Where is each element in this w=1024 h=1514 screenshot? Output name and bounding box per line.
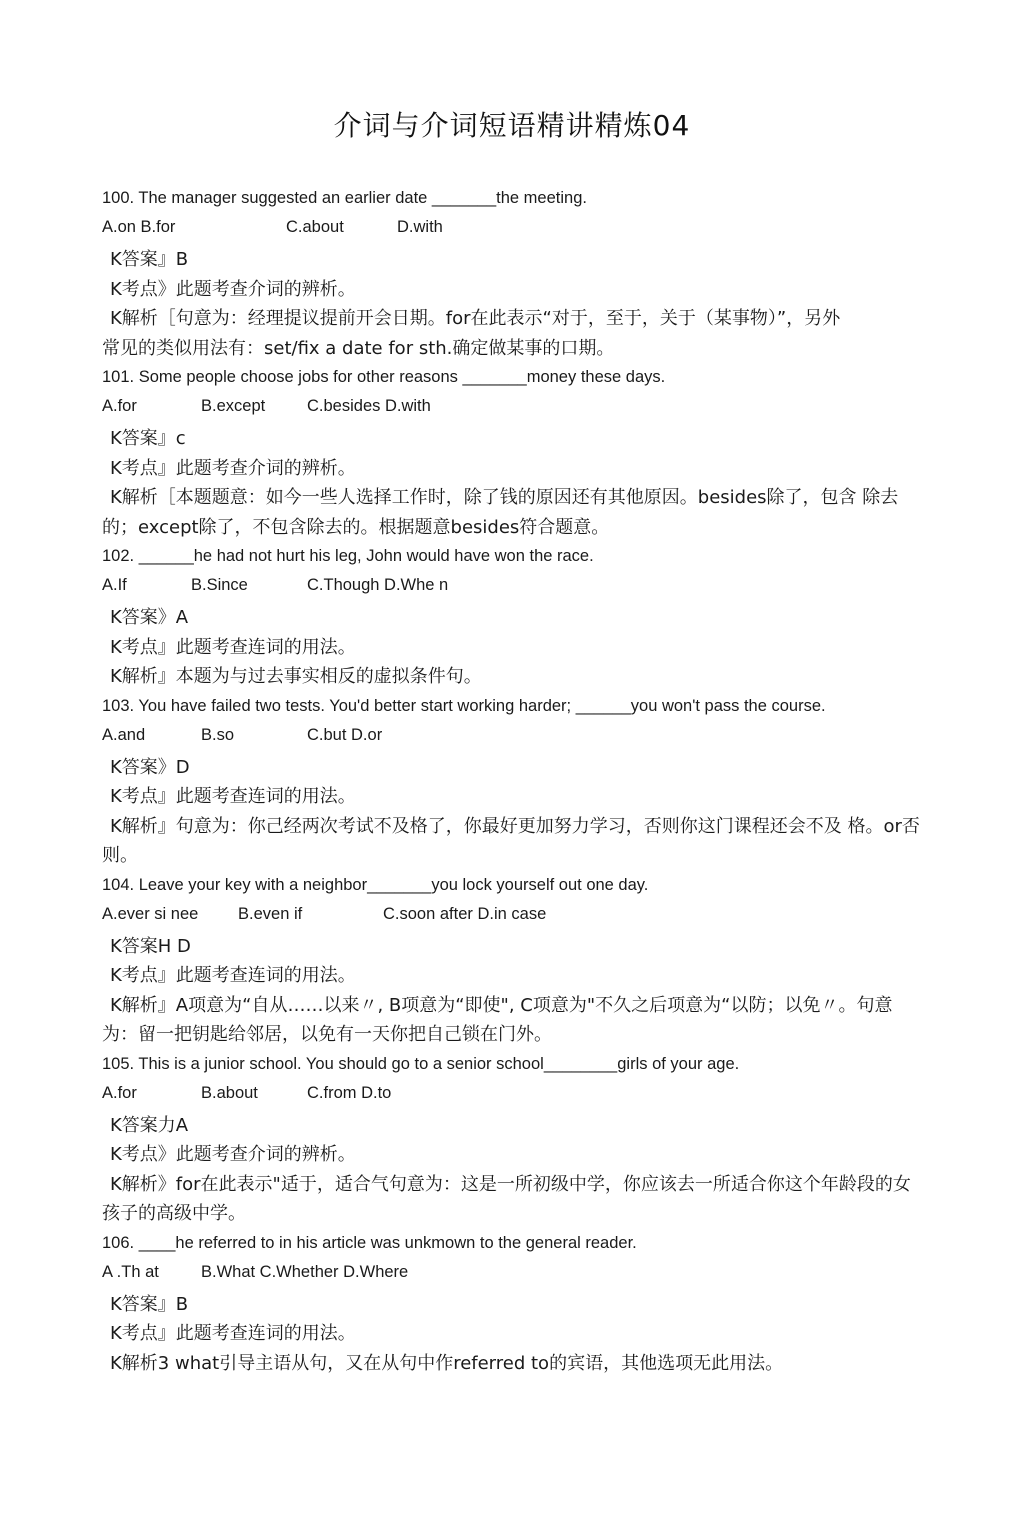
option: A.and [102,725,146,744]
question-block [102,871,924,1050]
analysis-line: K解析》for在此表示"适于，适合气句意为：这是一所初级中学，你应该去一所适合你这个年龄段的女孩子的高级中学。 [102,1173,911,1224]
option: C.about [286,218,344,236]
option-row [102,392,924,421]
option: C.soon after D.in case [383,904,547,923]
option: B.except [201,397,266,415]
option-row [102,213,924,242]
question-stem: 102. ______he had not hurt his leg, John would have won the race. [102,547,594,565]
question-stem: 104. Leave your key with a neighbor_______you lock yourself out one day. [102,875,649,894]
question-block [102,184,924,363]
option: A.for [102,397,137,415]
option-row [102,1258,924,1287]
point-line: K考点》此题考查介词的辨析。 [110,1144,356,1165]
question-stem: 106. ____he referred to in his article was unkmown to the general reader. [102,1233,637,1252]
point-line: K考点》此题考查介词的辨析。 [110,278,356,300]
option-row [102,721,924,750]
analysis-line: K解析［句意为：经理提议提前开会日期。for在此表示“对于，至于，关于（某事物）”，另外 [110,308,841,329]
answer-line: K答案』c [110,428,186,449]
document-body [102,184,924,1378]
option: D.with [397,218,443,236]
option: C.from D.to [307,1083,392,1102]
question-block [102,542,924,692]
analysis-line: K解析［本题题意：如今一些人选择工作时，除了钱的原因还有其他原因。besides除了，包含 除去的；except除了，不包含除去的。根据题意besides符合题意。 [102,487,899,538]
option: B.so [201,725,235,744]
option: A.for [102,1083,137,1102]
analysis-line: K解析』A项意为“自从……以来〃, B项意为“即使", C项意为"不久之后项意为“以防；以免〃。句意为：留一把钥匙给邻居，以免有一天你把自己锁在门外。 [102,994,893,1045]
answer-line: K答案》A [110,607,189,628]
question-stem: 103. You have failed two tests. You'd better start working harder; ______you won't pass the course. [102,696,826,715]
option: C.besides D.with [307,397,431,415]
question-stem: 100. The manager suggested an earlier date _______the meeting. [102,189,587,207]
answer-line: K答案』B [110,249,189,270]
option: B.even if [238,904,303,923]
question-stem: 105. This is a junior school. You should go to a senior school________girls of your age. [102,1054,740,1073]
question-block [102,692,924,871]
option: A.If [102,576,127,594]
analysis-line: K解析3 what引导主语从句，又在从句中作referred to的宾语，其他选项无此用法。 [110,1352,784,1374]
option: B.Since [191,576,248,594]
point-line: K考点』此题考查连词的用法。 [110,965,356,986]
option: A.on B.for [102,218,176,236]
question-stem: 101. Some people choose jobs for other reasons _______money these days. [102,368,666,386]
answer-line: K答案力A [110,1114,189,1136]
answer-line: K答案》D [110,756,190,778]
answer-line: K答案H D [110,935,191,957]
point-line: K考点』此题考查介词的辨析。 [110,457,356,479]
analysis-line: K解析』句意为：你己经两次考试不及格了，你最好更加努力学习，否则你这门课程还会不及 格。or否则。 [102,815,920,866]
option: A.ever si nee [102,904,199,923]
option: B.about [201,1083,258,1102]
question-block [102,363,924,542]
answer-line: K答案』B [110,1293,189,1315]
analysis-line: 常见的类似用法有：set/fix a date for sth.确定做某事的口期。 [102,337,615,359]
option: C.but D.or [307,725,383,744]
option: C.Though D.Whe n [307,576,449,594]
question-block [102,1229,924,1379]
option: A .Th at [102,1262,159,1281]
option-row [102,571,924,600]
point-line: K考点』此题考查连词的用法。 [110,636,356,658]
point-line: K考点』此题考查连词的用法。 [110,1323,356,1344]
question-block [102,1050,924,1229]
option-row [102,1079,924,1108]
page-title: 介词与介词短语精讲精炼04 [333,109,691,142]
option: B.What C.Whether D.Where [201,1262,409,1281]
analysis-line: K解析』本题为与过去事实相反的虚拟条件句。 [110,666,482,687]
point-line: K考点』此题考查连词的用法。 [110,786,356,807]
option-row [102,900,924,929]
